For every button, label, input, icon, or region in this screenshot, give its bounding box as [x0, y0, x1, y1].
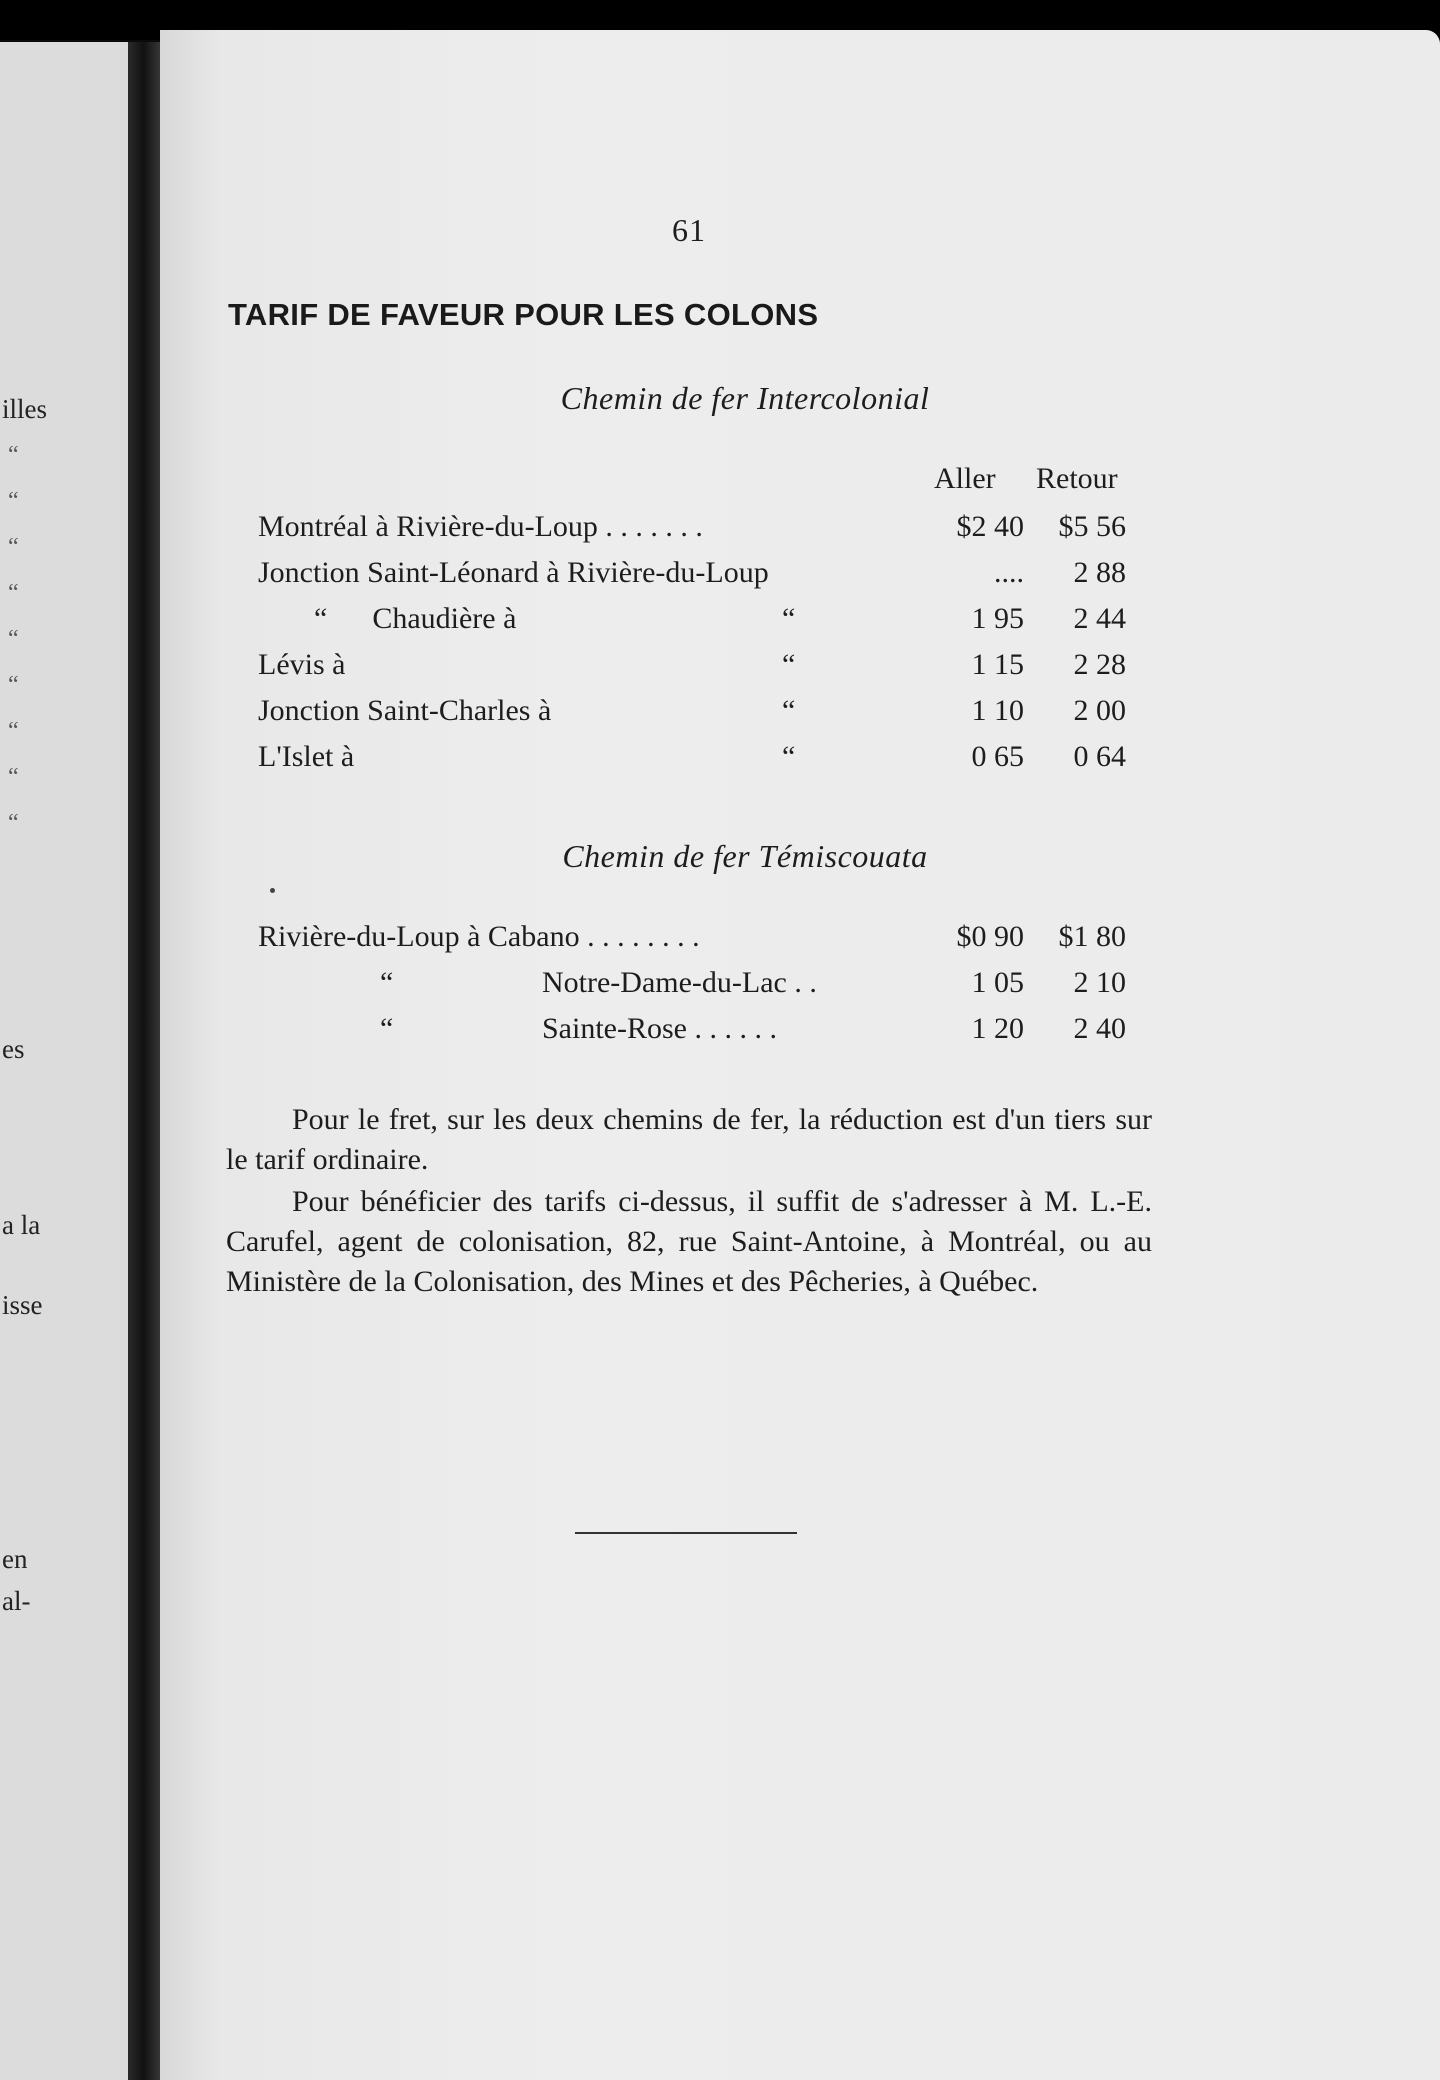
fare-retour: $5 56 [1058, 510, 1126, 543]
fare-aller: .... [994, 556, 1024, 589]
fare-retour: 2 10 [1073, 966, 1126, 999]
fare-retour: 2 00 [1073, 694, 1126, 727]
ditto-mark: “ [380, 966, 394, 999]
fare-retour: $1 80 [1058, 920, 1126, 953]
route-label: Notre-Dame-du-Lac . . [542, 966, 817, 999]
route-label: Jonction Saint-Charles à [258, 694, 552, 727]
facing-page-text: isse [2, 1290, 43, 1320]
end-rule [575, 1532, 797, 1534]
paragraph-fret: Pour le fret, sur les deux chemins de fer, la réduction est d'un tiers sur le tarif ordinaire. [226, 1103, 1152, 1176]
ditto-mark: “ [782, 740, 796, 773]
ditto-mark: “ [380, 1012, 394, 1045]
ditto-mark: “ [8, 810, 19, 836]
ditto-mark: “ [8, 488, 19, 514]
ditto-mark: “ [8, 672, 19, 698]
book-spine [128, 42, 162, 2080]
route-label: Lévis à [258, 648, 346, 681]
fare-aller: 1 15 [971, 648, 1024, 681]
ditto-mark: “ [8, 764, 19, 790]
fare-aller: 1 10 [971, 694, 1024, 727]
fare-aller: 1 20 [971, 1012, 1024, 1045]
facing-page-text: illes [2, 394, 47, 424]
ditto-mark: “ [782, 602, 796, 635]
route-label: Montréal à Rivière-du-Loup . . . . . . . [258, 510, 703, 543]
page-title: TARIF DE FAVEUR POUR LES COLONS [228, 297, 819, 332]
ditto-mark: “ [8, 718, 19, 744]
route-label: Jonction Saint-Léonard à Rivière-du-Loup [258, 556, 769, 589]
ditto-mark: “ [8, 534, 19, 560]
book-page [160, 30, 1440, 2080]
ditto-mark: “ [782, 648, 796, 681]
route-label: Rivière-du-Loup à Cabano . . . . . . . . [258, 920, 700, 953]
facing-page-text: es [2, 1034, 25, 1064]
facing-page-text: a la [2, 1210, 41, 1240]
route-label: L'Islet à [258, 740, 355, 773]
section-heading-intercolonial: Chemin de fer Intercolonial [560, 380, 930, 416]
fare-retour: 2 40 [1073, 1012, 1126, 1045]
fare-aller: $0 90 [956, 920, 1024, 953]
fare-retour: 2 44 [1073, 602, 1126, 635]
facing-page-fragment [0, 42, 138, 2080]
fare-retour: 2 28 [1073, 648, 1126, 681]
column-header-retour: Retour [1036, 462, 1118, 495]
facing-page-text: en [2, 1544, 28, 1574]
fare-aller: 1 95 [971, 602, 1024, 635]
ink-speck [270, 888, 275, 893]
section-heading-temiscouata: Chemin de fer Témiscouata [562, 838, 928, 874]
fare-retour: 2 88 [1073, 556, 1126, 589]
ditto-mark: “ [8, 580, 19, 606]
ditto-mark: “ [8, 626, 19, 652]
page-number: 61 [672, 212, 706, 248]
fare-aller: 1 05 [971, 966, 1024, 999]
route-label: “ Chaudière à [314, 602, 517, 635]
ditto-mark: “ [8, 442, 19, 468]
paragraph-contact: Pour bénéficier des tarifs ci-dessus, il suffit de s'adresser à M. L.-E. Carufel, agent de colonisation, 82, rue Saint-Antoine, à Montréal, ou au Ministère de la Colonisation, des Mines et des Pêcheries, à Québec. [226, 1185, 1152, 1298]
fare-aller: $2 40 [956, 510, 1024, 543]
route-label: Sainte-Rose . . . . . . [542, 1012, 777, 1045]
fare-aller: 0 65 [971, 740, 1024, 773]
column-header-aller: Aller [934, 462, 996, 495]
fare-retour: 0 64 [1073, 740, 1126, 773]
ditto-mark: “ [782, 694, 796, 727]
facing-page-text: al- [2, 1586, 31, 1616]
